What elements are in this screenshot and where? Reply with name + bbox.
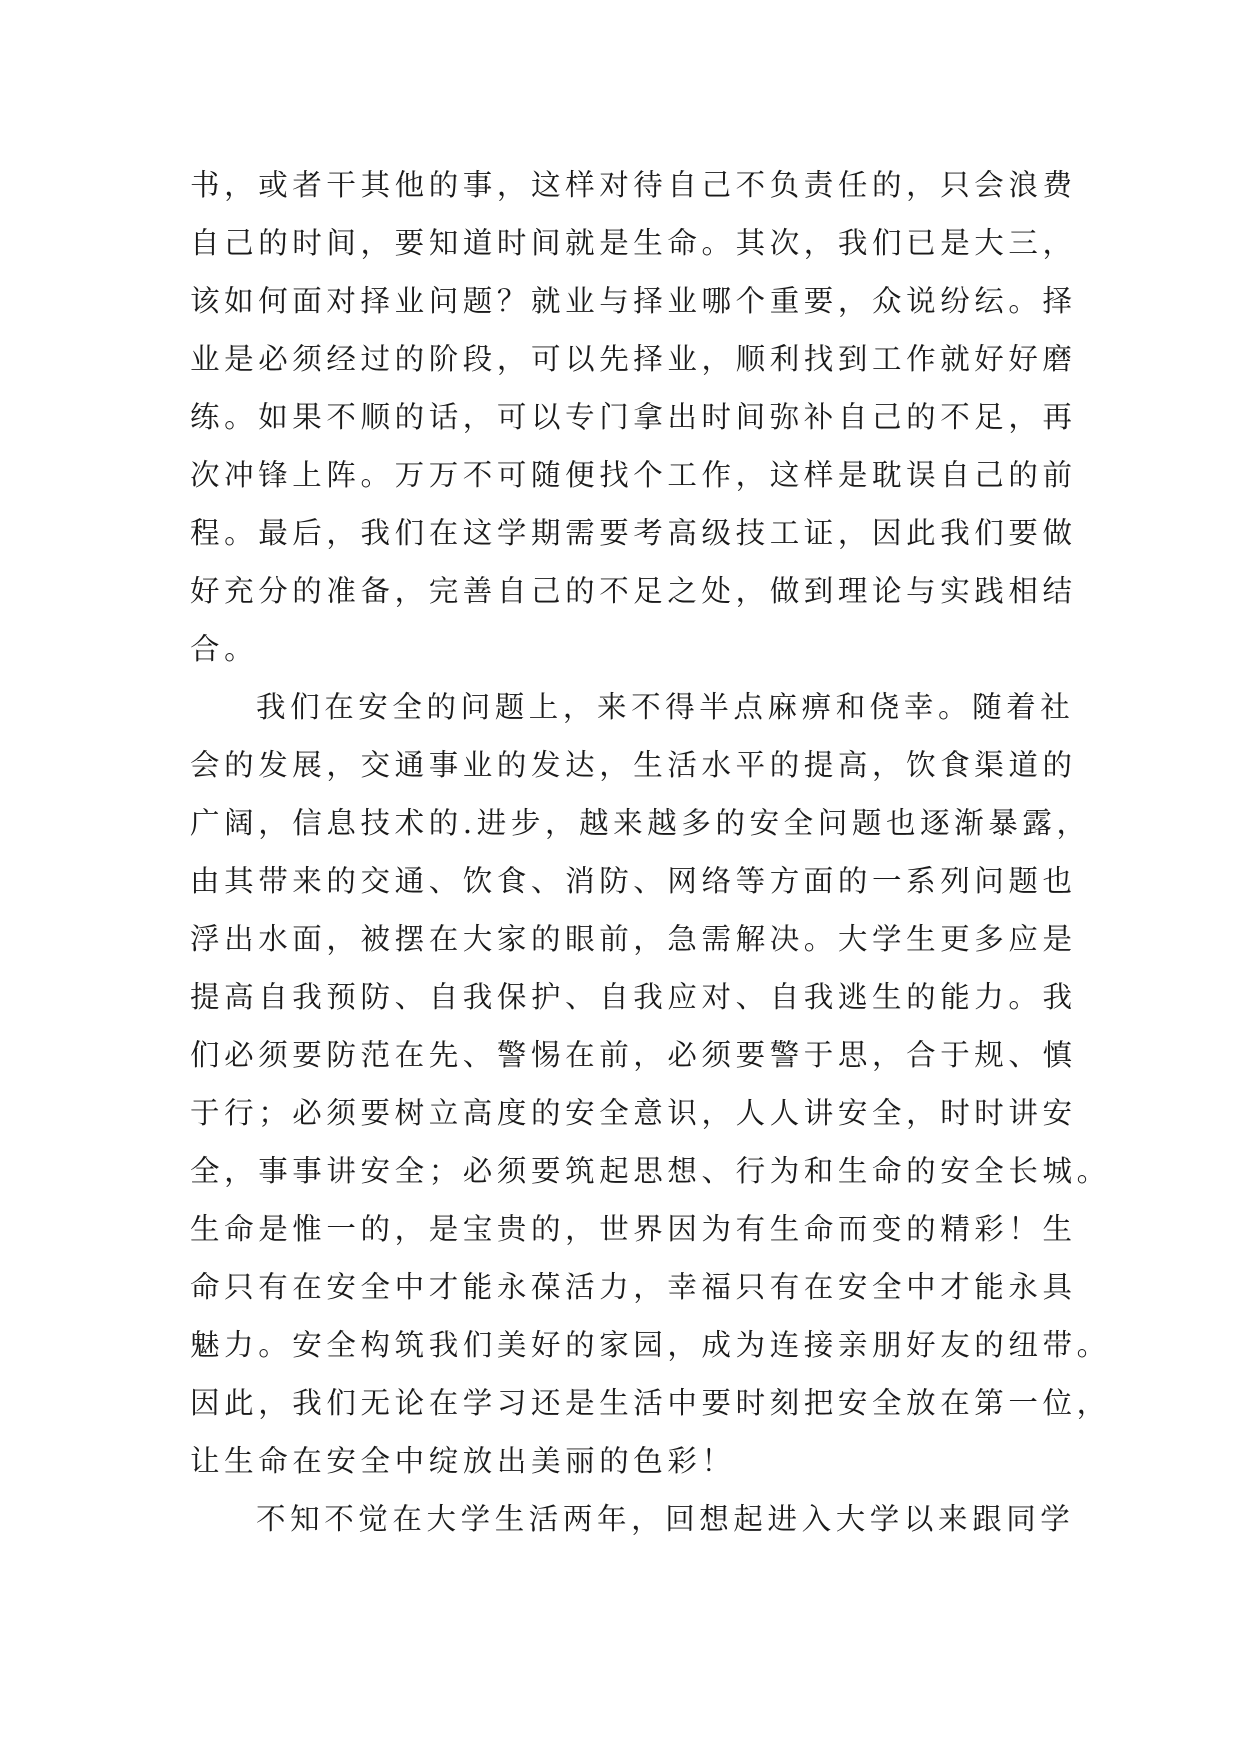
text-line: 好充分的准备，完善自己的不足之处，做到理论与实践相结 xyxy=(190,574,1077,608)
text-line: 该如何面对择业问题？就业与择业哪个重要，众说纷纭。择 xyxy=(190,284,1077,318)
text-line: 由其带来的交通、饮食、消防、网络等方面的一系列问题也 xyxy=(190,864,1077,898)
text-line: 业是必须经过的阶段，可以先择业，顺利找到工作就好好磨 xyxy=(190,342,1077,376)
text-line: 让生命在安全中绽放出美丽的色彩！ xyxy=(190,1444,736,1478)
text-line: 提高自我预防、自我保护、自我应对、自我逃生的能力。我 xyxy=(190,980,1077,1014)
paragraph-2 xyxy=(190,678,1111,1490)
text-line: 们必须要防范在先、警惕在前，必须要警于思，合于规、慎 xyxy=(190,1038,1077,1072)
text-line: 自己的时间，要知道时间就是生命。其次，我们已是大三， xyxy=(190,226,1077,260)
text-line: 于行；必须要树立高度的安全意识，人人讲安全，时时讲安 xyxy=(190,1096,1077,1130)
text-line: 全，事事讲安全；必须要筑起思想、行为和生命的安全长城。 xyxy=(190,1154,1111,1188)
text-line: 合。 xyxy=(190,632,259,666)
text-line: 练。如果不顺的话，可以专门拿出时间弥补自己的不足，再 xyxy=(190,400,1077,434)
text-line: 我们在安全的问题上，来不得半点麻痹和侥幸。随着社 xyxy=(256,690,1075,724)
text-line: 生命是惟一的，是宝贵的，世界因为有生命而变的精彩！生 xyxy=(190,1212,1077,1246)
document-body xyxy=(190,156,1111,1548)
text-line: 会的发展，交通事业的发达，生活水平的提高，饮食渠道的 xyxy=(190,748,1077,782)
text-line: 广阔，信息技术的.进步，越来越多的安全问题也逐渐暴露， xyxy=(190,806,1091,840)
paragraph-3 xyxy=(190,1490,1075,1548)
text-line: 浮出水面，被摆在大家的眼前，急需解决。大学生更多应是 xyxy=(190,922,1077,956)
text-line: 因此，我们无论在学习还是生活中要时刻把安全放在第一位， xyxy=(190,1386,1111,1420)
text-line: 程。最后，我们在这学期需要考高级技工证，因此我们要做 xyxy=(190,516,1077,550)
text-line: 不知不觉在大学生活两年，回想起进入大学以来跟同学 xyxy=(256,1502,1075,1536)
paragraph-1 xyxy=(190,156,1077,678)
text-line: 命只有在安全中才能永葆活力，幸福只有在安全中才能永具 xyxy=(190,1270,1077,1304)
text-line: 书，或者干其他的事，这样对待自己不负责任的，只会浪费 xyxy=(190,168,1077,202)
text-line: 次冲锋上阵。万万不可随便找个工作，这样是耽误自己的前 xyxy=(190,458,1077,492)
text-line: 魅力。安全构筑我们美好的家园，成为连接亲朋好友的纽带。 xyxy=(190,1328,1111,1362)
